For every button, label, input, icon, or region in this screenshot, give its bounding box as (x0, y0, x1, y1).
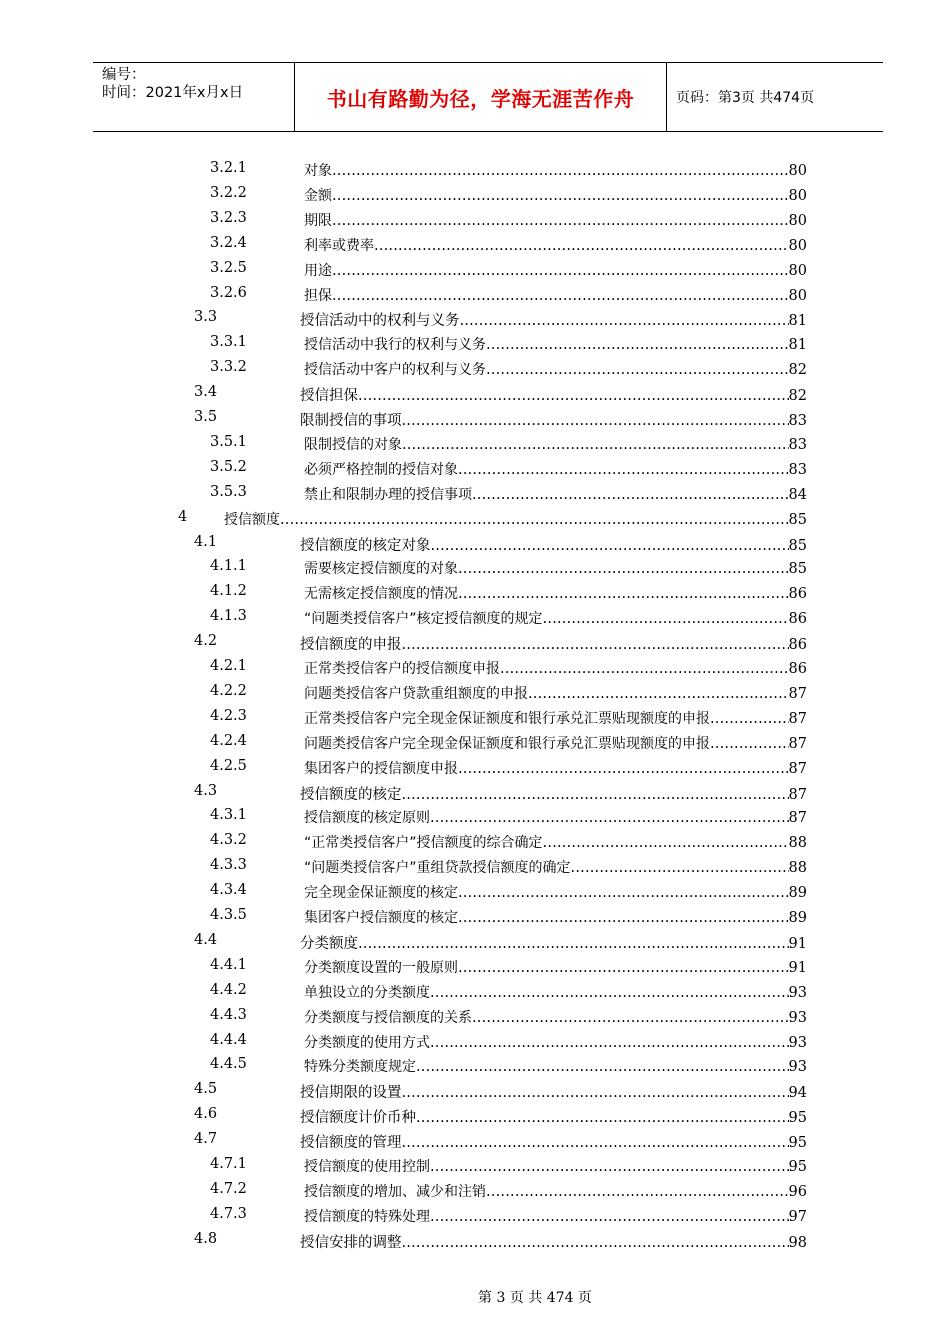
toc-dot-leader (486, 1184, 789, 1200)
toc-entry-line (300, 633, 807, 654)
toc-entry-number: 4.4.3 (210, 1006, 247, 1023)
toc-entry[interactable] (0, 979, 950, 1004)
toc-entry[interactable] (0, 630, 950, 655)
toc-dot-leader (472, 487, 789, 503)
toc-entry-title: “问题类授信客户”核定授信额度的规定 (304, 611, 543, 628)
toc-dot-leader (458, 885, 789, 901)
toc-entry[interactable] (0, 1029, 950, 1054)
toc-entry-title: “问题类授信客户”重组贷款授信额度的确定 (304, 860, 571, 877)
toc-entry[interactable] (0, 257, 950, 282)
toc-entry-page: 95 (788, 1159, 807, 1175)
toc-entry-title: 授信安排的调整 (300, 1234, 402, 1251)
toc-entry-page: 89 (788, 910, 807, 926)
toc-entry-title: 问题类授信客户贷款重组额度的申报 (304, 685, 528, 702)
toc-entry-page: 93 (788, 1059, 807, 1076)
toc-dot-leader (543, 835, 789, 851)
toc-entry-line (304, 459, 807, 479)
toc-dot-leader (402, 787, 789, 803)
toc-entry-line (304, 733, 807, 753)
toc-entry[interactable] (0, 331, 950, 356)
toc-entry-page: 86 (788, 611, 807, 628)
toc-entry-title: 分类额度的使用方式 (304, 1034, 430, 1051)
toc-entry-title: 授信额度计价币种 (300, 1110, 416, 1127)
toc-entry-page: 81 (788, 337, 807, 354)
toc-entry-line (304, 857, 807, 877)
toc-entry-number: 4.3.4 (210, 882, 247, 899)
toc-entry-line (304, 1156, 807, 1176)
toc-entry-page: 95 (788, 1110, 807, 1127)
toc-entry-number: 3.5.3 (210, 483, 247, 500)
header-motto: 书山有路勤为径，学海无涯苦作舟 (326, 86, 635, 111)
toc-entry-line (304, 260, 807, 280)
toc-entry-line (300, 534, 807, 555)
toc-entry-line (304, 1056, 807, 1076)
toc-dot-leader (458, 910, 789, 926)
toc-entry-page: 95 (788, 1135, 807, 1152)
toc-entry-page: 83 (788, 461, 807, 478)
toc-entry[interactable] (0, 182, 950, 207)
toc-entry-number: 3.2.1 (210, 160, 247, 176)
toc-entry[interactable] (0, 1128, 950, 1153)
toc-entry-number: 4.2 (194, 633, 218, 650)
toc-entry[interactable] (0, 655, 950, 680)
toc-entry-page: 84 (788, 486, 807, 503)
toc-entry[interactable] (0, 1004, 950, 1029)
page-header (93, 62, 883, 132)
toc-dot-leader (332, 213, 789, 229)
toc-entry-page: 85 (788, 511, 807, 528)
toc-entry[interactable] (0, 730, 950, 755)
toc-dot-leader (332, 288, 789, 304)
toc-entry-number: 3.5.1 (210, 433, 247, 450)
toc-dot-leader (460, 313, 789, 329)
toc-dot-leader (430, 1159, 789, 1175)
toc-entry-line (304, 708, 807, 728)
toc-entry-title: 授信额度 (224, 511, 280, 528)
toc-entry-line (304, 558, 807, 578)
toc-entry-number: 4.7 (194, 1131, 218, 1148)
toc-entry-line (304, 957, 807, 977)
toc-entry-page: 88 (788, 835, 807, 852)
toc-entry-page: 86 (788, 637, 807, 654)
toc-entry-line (300, 1081, 807, 1102)
toc-dot-leader (332, 188, 789, 204)
toc-entry-title: 授信额度的申报 (300, 637, 402, 654)
toc-dot-leader (416, 1110, 789, 1126)
toc-dot-leader (402, 637, 789, 653)
toc-entry-title: 分类额度 (300, 935, 358, 952)
toc-dot-leader (402, 437, 789, 453)
toc-entry-number: 4.3.1 (210, 807, 247, 824)
toc-entry-number: 4.7.1 (210, 1156, 247, 1172)
toc-entry[interactable] (0, 1053, 950, 1078)
toc-entry-page: 87 (788, 810, 807, 827)
toc-entry-title: 利率或费率 (304, 237, 374, 254)
toc-dot-leader (280, 512, 789, 528)
toc-entry-title: 完全现金保证额度的核定 (304, 885, 458, 902)
toc-entry-line (304, 185, 807, 205)
toc-entry[interactable] (0, 506, 950, 531)
toc-entry[interactable] (0, 406, 950, 431)
toc-entry[interactable] (0, 780, 950, 805)
toc-entry-page: 85 (788, 537, 807, 554)
toc-entry[interactable] (0, 755, 950, 780)
toc-entry-line (304, 160, 807, 180)
toc-entry-line (300, 1106, 807, 1127)
toc-entry-page: 80 (788, 237, 807, 254)
toc-entry-title: 授信担保 (300, 388, 358, 405)
toc-entry[interactable] (0, 954, 950, 979)
toc-entry-number: 4.4.2 (210, 981, 247, 998)
toc-entry-page: 83 (788, 413, 807, 429)
toc-entry-number: 4.6 (194, 1106, 218, 1123)
toc-entry-page: 86 (788, 661, 807, 677)
toc-dot-leader (402, 413, 789, 429)
toc-entry-number: 3.2.2 (210, 184, 247, 201)
toc-entry-title: 必须严格控制的授信对象 (304, 461, 458, 478)
toc-entry-page: 98 (788, 1234, 807, 1251)
toc-entry[interactable] (0, 282, 950, 307)
toc-entry[interactable] (0, 531, 950, 556)
toc-dot-leader (528, 686, 789, 702)
toc-entry-page: 87 (788, 710, 807, 727)
toc-entry-title: 担保 (304, 287, 332, 304)
toc-dot-leader (472, 1010, 789, 1026)
toc-entry-title: 用途 (304, 262, 332, 279)
toc-entry-line (300, 1131, 807, 1152)
toc-entry-number: 4.2.5 (210, 757, 247, 774)
toc-entry-line (304, 484, 807, 504)
toc-dot-leader (402, 1085, 789, 1101)
toc-entry-title: 授信活动中我行的权利与义务 (304, 337, 486, 354)
toc-entry-page: 91 (788, 959, 807, 976)
toc-entry-title: 授信额度的核定 (300, 786, 402, 803)
toc-entry-title: 需要核定授信额度的对象 (304, 561, 458, 578)
toc-entry[interactable] (0, 804, 950, 829)
toc-entry-title: 无需核定授信额度的情况 (304, 586, 458, 603)
toc-entry-line (304, 1032, 807, 1052)
toc-entry-number: 4.1.2 (210, 583, 247, 600)
toc-entry-number: 4.2.4 (210, 732, 247, 749)
toc-entry-title: 授信额度的核定对象 (300, 537, 431, 554)
toc-entry-number: 3.2.3 (210, 209, 247, 226)
toc-entry-title: 正常类授信客户的授信额度申报 (304, 661, 500, 677)
toc-entry-title: 限制授信的事项 (300, 413, 402, 429)
toc-entry-page: 96 (788, 1183, 807, 1200)
document-number-label: 编号： (102, 67, 146, 83)
toc-entry-number: 4.4.1 (210, 956, 247, 973)
toc-entry-line (304, 583, 807, 603)
toc-entry-title: 金额 (304, 187, 332, 204)
toc-entry-number: 4.4 (194, 931, 218, 948)
toc-entry-page: 80 (788, 287, 807, 304)
toc-entry-page: 97 (788, 1208, 807, 1225)
page-footer: 第 3 页 共 474 页 (478, 1290, 592, 1306)
toc-entry-line (300, 409, 807, 430)
toc-entry[interactable] (0, 929, 950, 954)
toc-dot-leader (458, 960, 789, 976)
toc-entry-line (304, 608, 807, 628)
toc-entry[interactable] (0, 879, 950, 904)
toc-entry[interactable] (0, 481, 950, 506)
header-page-cell (667, 63, 883, 131)
toc-entry[interactable] (0, 1103, 950, 1128)
toc-dot-leader (374, 238, 789, 254)
toc-entry-line (300, 783, 807, 804)
toc-entry-line (304, 1007, 807, 1027)
toc-entry[interactable] (0, 207, 950, 232)
toc-entry-page: 93 (788, 1009, 807, 1026)
toc-entry[interactable] (0, 555, 950, 580)
toc-entry[interactable] (0, 904, 950, 929)
toc-entry-page: 80 (788, 262, 807, 279)
toc-entry-page: 88 (788, 860, 807, 877)
header-left-cell (93, 63, 294, 131)
toc-entry-page: 87 (788, 735, 807, 752)
toc-entry-title: 授信额度的特殊处理 (304, 1208, 430, 1225)
toc-entry[interactable] (0, 456, 950, 481)
toc-dot-leader (571, 860, 789, 876)
toc-dot-leader (458, 761, 789, 777)
toc-entry-line (300, 1231, 807, 1252)
toc-entry-number: 3.3.2 (210, 359, 247, 376)
toc-entry-page: 93 (788, 984, 807, 1001)
toc-entry-number: 3.2.6 (210, 284, 247, 301)
toc-entry-title: “正常类授信客户”授信额度的综合确定 (304, 835, 543, 852)
toc-dot-leader (430, 1209, 789, 1225)
toc-entry-number: 3.5 (194, 409, 218, 425)
toc-entry-title: 授信额度的使用控制 (304, 1159, 430, 1175)
header-motto-cell (294, 63, 667, 131)
toc-entry-line (300, 932, 807, 953)
toc-entry[interactable] (0, 157, 950, 182)
toc-entry[interactable] (0, 580, 950, 605)
toc-entry-title: 对象 (304, 163, 332, 179)
toc-entry[interactable] (0, 232, 950, 257)
toc-entry-line (304, 658, 807, 678)
toc-entry-page: 93 (788, 1034, 807, 1051)
toc-dot-leader (430, 810, 789, 826)
toc-entry-line (304, 235, 807, 255)
toc-entry[interactable] (0, 680, 950, 705)
toc-dot-leader (543, 611, 789, 627)
toc-entry-line (304, 683, 807, 703)
toc-entry[interactable] (0, 829, 950, 854)
toc-entry-title: 集团客户的授信额度申报 (304, 760, 458, 777)
toc-entry-number: 4.7.3 (210, 1205, 247, 1222)
toc-entry[interactable] (0, 854, 950, 879)
toc-entry-title: 限制授信的对象 (304, 436, 402, 453)
toc-entry[interactable] (0, 1078, 950, 1103)
toc-entry[interactable] (0, 605, 950, 630)
toc-entry-line (304, 982, 807, 1002)
toc-entry-page: 82 (788, 362, 807, 379)
document-time-label: 时间：2021年x月x日 (102, 85, 244, 101)
toc-entry-number: 4 (178, 508, 188, 525)
toc-entry-title: 授信活动中客户的权利与义务 (304, 362, 486, 379)
toc-entry-page: 83 (788, 436, 807, 453)
toc-entry-title: 分类额度设置的一般原则 (304, 959, 458, 976)
toc-entry-title: 授信额度的核定原则 (304, 810, 430, 827)
toc-entry[interactable] (0, 306, 950, 331)
toc-dot-leader (458, 462, 789, 478)
toc-entry-title: 授信额度的管理 (300, 1135, 402, 1152)
toc-entry[interactable] (0, 431, 950, 456)
toc-entry-page: 86 (788, 586, 807, 603)
toc-entry-number: 4.4.4 (210, 1031, 247, 1048)
toc-entry[interactable] (0, 1203, 950, 1228)
toc-entry-line (304, 882, 807, 902)
toc-entry-line (300, 309, 807, 330)
toc-entry-page: 87 (788, 685, 807, 702)
toc-entry-title: 授信额度的增加、减少和注销 (304, 1183, 486, 1200)
toc-entry-page: 91 (788, 935, 807, 952)
toc-entry-line (304, 807, 807, 827)
toc-dot-leader (332, 163, 789, 179)
toc-entry-page: 87 (788, 786, 807, 803)
toc-entry[interactable] (0, 705, 950, 730)
toc-dot-leader (416, 1059, 789, 1075)
toc-entry-title: 问题类授信客户完全现金保证额度和银行承兑汇票贴现额度的申报 (304, 735, 710, 752)
toc-entry-number: 4.8 (194, 1230, 218, 1247)
toc-entry-page: 81 (788, 313, 807, 330)
toc-dot-leader (710, 711, 789, 727)
toc-entry-line (224, 509, 807, 529)
toc-dot-leader (358, 936, 789, 952)
toc-entry-line (304, 1181, 807, 1201)
toc-entry-title: 集团客户授信额度的核定 (304, 910, 458, 926)
toc-entry-page: 80 (788, 187, 807, 204)
toc-entry-number: 4.7.2 (210, 1180, 247, 1197)
toc-entry[interactable] (0, 381, 950, 406)
header-page-info: 页码：第3页 共474页 (676, 90, 815, 106)
toc-entry-number: 4.3.2 (210, 832, 247, 849)
toc-entry-line (304, 832, 807, 852)
toc-dot-leader (710, 736, 789, 752)
toc-entry-page: 85 (788, 561, 807, 578)
toc-entry-number: 4.3 (194, 782, 218, 799)
toc-dot-leader (358, 388, 789, 404)
toc-entry-line (304, 907, 807, 927)
toc-dot-leader (430, 1035, 789, 1051)
toc-entry-number: 3.3 (194, 309, 218, 326)
toc-entry-title: 分类额度与授信额度的关系 (304, 1009, 472, 1026)
toc-entry-number: 4.2.2 (210, 682, 247, 699)
toc-dot-leader (430, 985, 789, 1001)
toc-entry-line (300, 384, 807, 405)
toc-entry-page: 89 (788, 885, 807, 902)
toc-entry-page: 94 (788, 1085, 807, 1102)
toc-entry-page: 80 (788, 212, 807, 229)
toc-entry[interactable] (0, 1228, 950, 1253)
toc-dot-leader (332, 263, 789, 279)
toc-dot-leader (458, 586, 789, 602)
toc-entry-number: 4.3.5 (210, 907, 247, 923)
toc-entry-number: 4.5 (194, 1081, 218, 1098)
toc-dot-leader (431, 538, 789, 554)
toc-entry-number: 3.5.2 (210, 458, 247, 475)
toc-entry[interactable] (0, 1153, 950, 1178)
toc-entry-number: 3.3.1 (210, 334, 247, 351)
toc-entry-line (304, 758, 807, 778)
toc-entry-number: 3.4 (194, 384, 218, 401)
toc-entry[interactable] (0, 1178, 950, 1203)
toc-dot-leader (402, 1235, 789, 1251)
toc-entry-number: 4.1 (194, 533, 218, 550)
toc-entry-number: 4.2.1 (210, 658, 247, 674)
toc-entry-number: 4.4.5 (210, 1056, 247, 1073)
toc-entry-line (304, 334, 807, 354)
toc-dot-leader (402, 1135, 789, 1151)
toc-entry-page: 82 (788, 388, 807, 405)
toc-entry-title: 单独设立的分类额度 (304, 984, 430, 1001)
toc-dot-leader (486, 337, 789, 353)
toc-dot-leader (458, 561, 789, 577)
toc-entry[interactable] (0, 356, 950, 381)
toc-entry-number: 3.2.5 (210, 259, 247, 276)
toc-entry-line (304, 210, 807, 230)
toc-entry-line (304, 285, 807, 305)
toc-entry-title: 禁止和限制办理的授信事项 (304, 486, 472, 503)
toc-entry-title: 正常类授信客户完全现金保证额度和银行承兑汇票贴现额度的申报 (304, 710, 710, 727)
toc-entry-number: 4.2.3 (210, 707, 247, 724)
toc-entry-title: 授信期限的设置 (300, 1085, 402, 1102)
toc-entry-page: 87 (788, 760, 807, 777)
toc-dot-leader (486, 362, 789, 378)
toc-entry-number: 4.1.3 (210, 608, 247, 625)
toc-entry-title: 特殊分类额度规定 (304, 1059, 416, 1076)
toc-entry-line (304, 359, 807, 379)
toc-entry-title: 授信活动中的权利与义务 (300, 313, 460, 330)
toc-entry-line (304, 1206, 807, 1226)
toc-entry-line (304, 434, 807, 454)
toc-entry-page: 80 (788, 163, 807, 179)
toc-entry-number: 4.3.3 (210, 857, 247, 874)
toc-entry-number: 4.1.1 (210, 558, 247, 575)
toc-dot-leader (500, 661, 789, 677)
toc-entry-number: 3.2.4 (210, 234, 247, 251)
toc-entry-title: 期限 (304, 212, 332, 229)
